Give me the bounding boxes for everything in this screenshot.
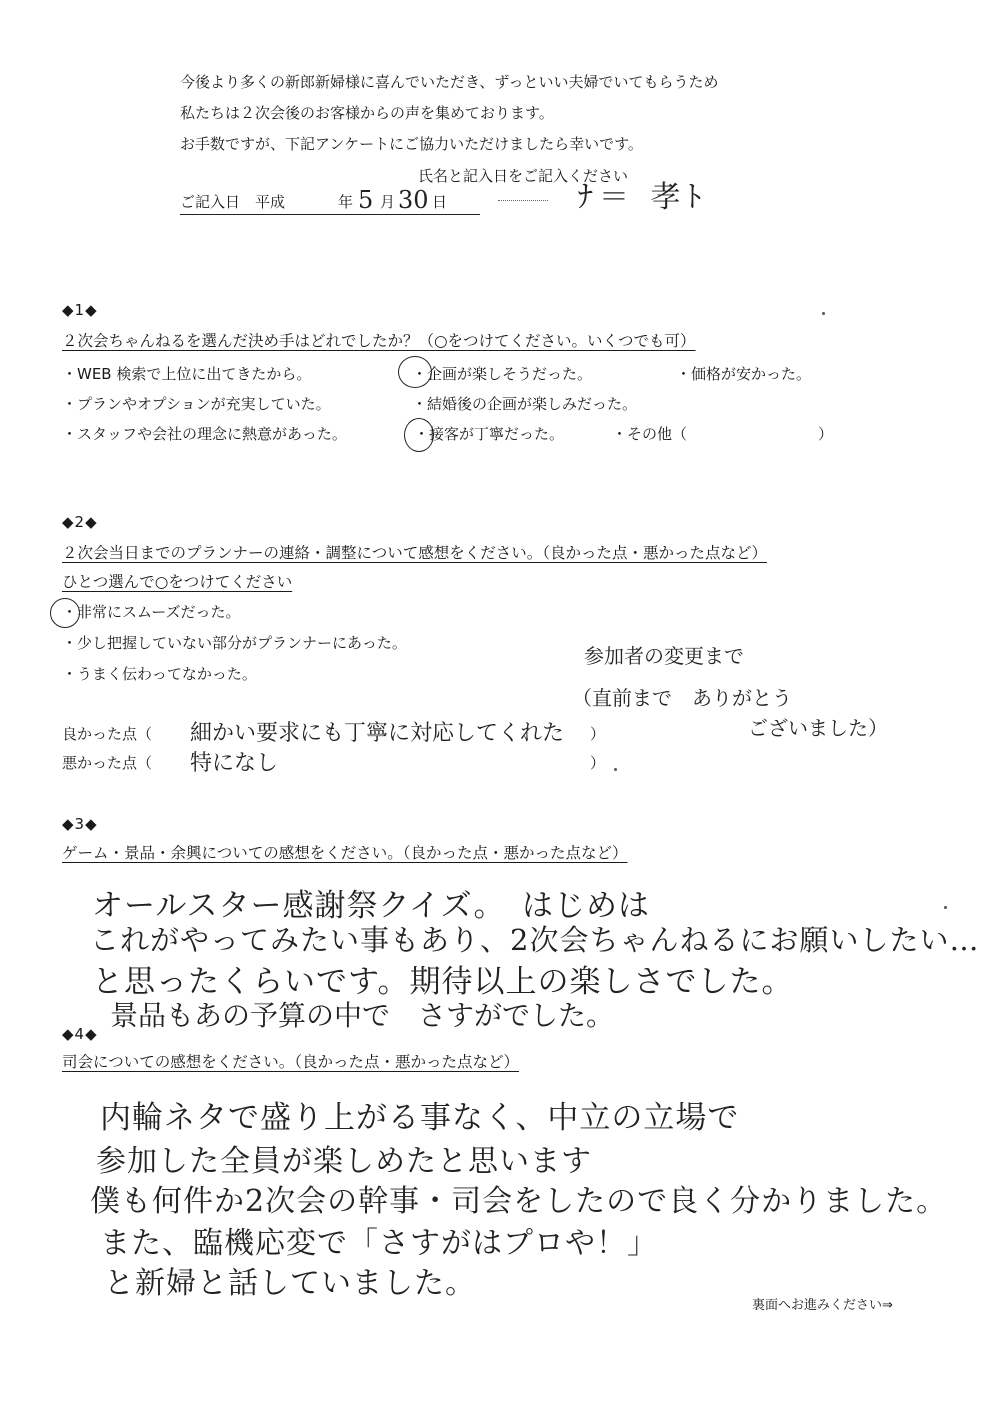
day-value[interactable]: 30 — [398, 186, 429, 214]
q1-option-plan-fun[interactable]: ・企画が楽しそうだった。 — [412, 365, 593, 383]
q2-side-note-3: ございました） — [748, 716, 888, 740]
q1-option-price[interactable]: ・価格が安かった。 — [676, 365, 812, 383]
q1-option-other[interactable]: ・その他（ — [612, 425, 688, 443]
scan-speck — [822, 312, 825, 315]
q1-option-other-close: ） — [818, 425, 834, 443]
q2-good-answer[interactable]: 細かい要求にも丁寧に対応してくれた — [190, 721, 565, 746]
month-suffix: 月 — [380, 193, 396, 211]
q1-heading: ２次会ちゃんねるを選んだ決め手はどれでしたか？（○をつけてください。いくつでも可） — [62, 332, 696, 350]
q4-marker: ◆4◆ — [62, 1025, 98, 1043]
q2-option-miscommunication[interactable]: ・うまく伝わってなかった。 — [62, 665, 257, 683]
q1-marker: ◆1◆ — [62, 301, 98, 319]
q2-good-close: ） — [590, 725, 606, 743]
q2-side-note-2: （直前まで ありがとう — [572, 686, 792, 710]
q2-bad-answer[interactable]: 特になし — [190, 751, 279, 776]
intro-line-3: お手数ですが、下記アンケートにご協力いただけましたら幸いです。 — [180, 135, 643, 153]
q2-marker: ◆2◆ — [62, 513, 98, 531]
q1-option-after-wedding[interactable]: ・結婚後の企画が楽しみだった。 — [412, 395, 638, 413]
name-field-dashes — [498, 200, 548, 201]
q4-answer-line-1[interactable]: 内輪ネタで盛り上がる事なく、中立の立場で — [100, 1100, 740, 1136]
q2-circle-mark — [50, 598, 80, 628]
q1-option-service[interactable]: ・接客が丁寧だった。 — [414, 425, 565, 443]
scan-speck — [614, 768, 617, 771]
day-suffix: 日 — [432, 193, 448, 211]
q1-option-staff[interactable]: ・スタッフや会社の理念に熱意があった。 — [62, 425, 347, 443]
q1-circle-mark-plan — [398, 356, 432, 388]
q2-option-partial[interactable]: ・少し把握していない部分がプランナーにあった。 — [62, 634, 407, 652]
q4-answer-line-5[interactable]: と新婦と話していました。 — [104, 1266, 476, 1301]
q4-heading: 司会についての感想をください。（良かった点・悪かった点など） — [62, 1053, 519, 1071]
entry-date-row — [180, 186, 480, 215]
q2-bad-label: 悪かった点（ — [62, 754, 153, 772]
q2-option-smooth[interactable]: ・非常にスムーズだった。 — [62, 603, 241, 621]
q4-answer-line-2[interactable]: 参加した全員が楽しめたと思います — [96, 1144, 592, 1179]
month-value[interactable]: 5 — [358, 186, 374, 214]
scan-speck — [944, 906, 947, 909]
intro-line-2: 私たちは２次会後のお客様からの声を集めております。 — [180, 104, 554, 122]
q1-option-web[interactable]: ・WEB 検索で上位に出てきたから。 — [62, 365, 312, 383]
q3-answer-line-4[interactable]: 景品もあの予算の中で さすがでした。 — [110, 999, 615, 1032]
q2-bad-close: ） — [590, 754, 606, 772]
q1-circle-mark-service — [404, 418, 434, 452]
name-prompt: 氏名と記入日をご記入ください — [418, 167, 629, 185]
q2-side-note-1: 参加者の変更まで — [584, 644, 744, 668]
q3-answer-line-3[interactable]: と思ったくらいです。期待以上の楽しさでした。 — [92, 964, 794, 1000]
year-suffix: 年 — [338, 193, 354, 211]
continue-note: 裏面へお進みください⇒ — [752, 1298, 893, 1313]
q4-answer-line-3[interactable]: 僕も何件か2次会の幹事・司会をしたので良く分かりました。 — [90, 1184, 948, 1219]
q1-option-options[interactable]: ・プランやオプションが充実していた。 — [62, 395, 331, 413]
q4-answer-line-4[interactable]: また、臨機応変で「さすがはプロや！」 — [100, 1226, 658, 1261]
q3-answer-line-1[interactable]: オールスター感謝祭クイズ。 はじめは — [92, 888, 651, 924]
q2-subheading: ひとつ選んで○をつけてください — [62, 573, 293, 591]
q2-good-label: 良かった点（ — [62, 725, 153, 743]
q2-heading: ２次会当日までのプランナーの連絡・調整について感想をください。（良かった点・悪かった点など） — [62, 544, 767, 562]
name-field[interactable]: ﾅ＝ 孝ﾄ — [578, 180, 708, 215]
entry-date-label: ご記入日 平成 — [180, 193, 286, 211]
q3-heading: ゲーム・景品・余興についての感想をください。（良かった点・悪かった点など） — [62, 844, 628, 862]
q3-answer-line-2[interactable]: これがやってみたい事もあり、2次会ちゃんねるにお願いしたい… — [90, 923, 980, 957]
intro-line-1: 今後より多くの新郎新婦様に喜んでいただき、ずっといい夫婦でいてもらうため — [180, 73, 719, 91]
q3-marker: ◆3◆ — [62, 815, 98, 833]
